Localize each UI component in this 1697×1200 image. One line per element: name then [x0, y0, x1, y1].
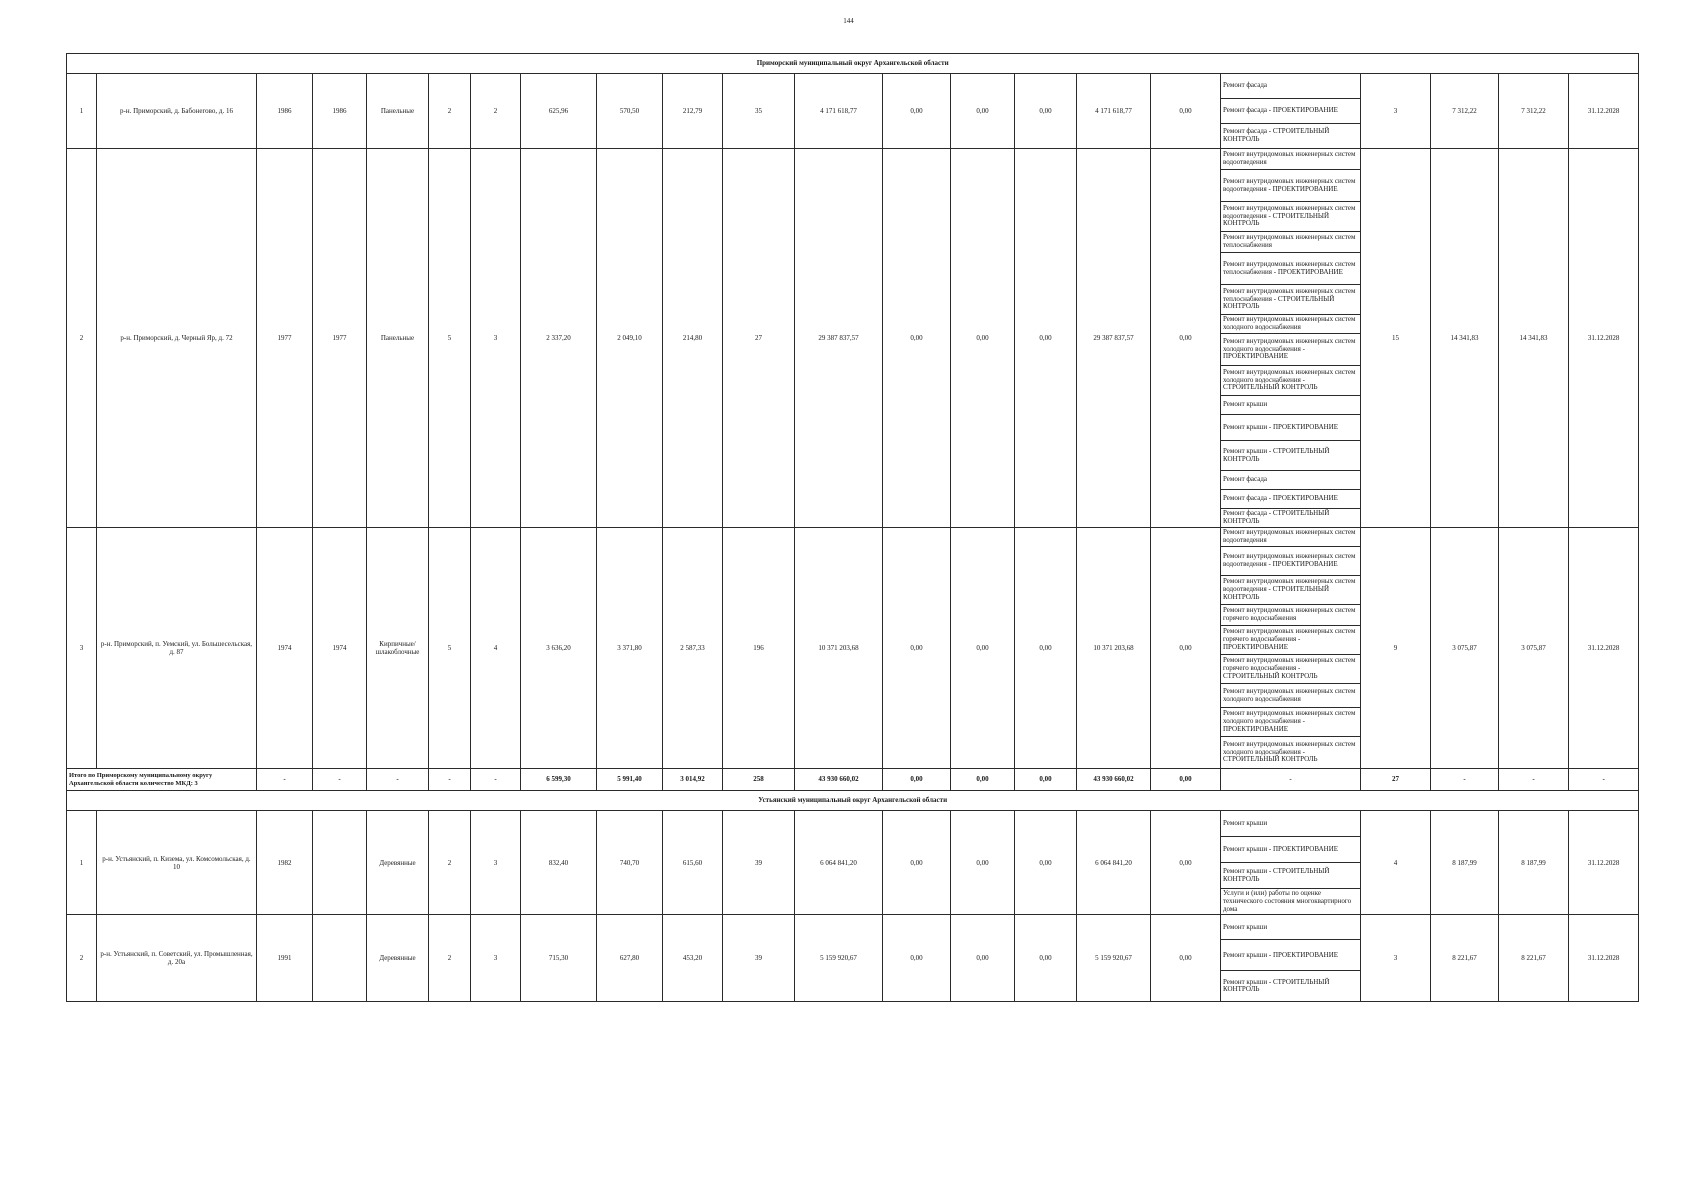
cell-works-count: 15: [1361, 149, 1431, 528]
section-header-row: [67, 54, 1639, 74]
cell-f1: 0,00: [883, 811, 951, 915]
cell-entrances: 3: [471, 149, 521, 528]
total-area-living: 5 991,40: [597, 769, 663, 791]
work-item: Ремонт внутридомовых инженерных систем холодного водоснабжения - СТРОИТЕЛЬНЫЙ КОНТРОЛЬ: [1221, 366, 1361, 396]
work-item: Услуги и (или) работы по оценке технического состояния многоквартирного дома: [1221, 889, 1361, 915]
cell-area-living: 570,50: [597, 74, 663, 149]
cell-entrances: 2: [471, 74, 521, 149]
cell-floors: 5: [429, 149, 471, 528]
cell-floors: 5: [429, 528, 471, 769]
cell-f5: 0,00: [1151, 528, 1221, 769]
work-item: Ремонт внутридомовых инженерных систем водоотведения - СТРОИТЕЛЬНЫЙ КОНТРОЛЬ: [1221, 576, 1361, 605]
total-f4: 43 930 660,02: [1077, 769, 1151, 791]
total-dash: -: [1431, 769, 1499, 791]
total-f1: 0,00: [883, 769, 951, 791]
total-dash: -: [257, 769, 313, 791]
cell-address: р-н. Устьянский, п. Советский, ул. Промышленная, д. 20а: [97, 915, 257, 1002]
total-dash: -: [367, 769, 429, 791]
cell-address: р-н. Приморский, д. Черный Яр, д. 72: [97, 149, 257, 528]
total-works-count: 27: [1361, 769, 1431, 791]
cell-f5: 0,00: [1151, 74, 1221, 149]
cell-f1: 0,00: [883, 74, 951, 149]
cell-num: 2: [67, 149, 97, 528]
cell-f2: 0,00: [951, 74, 1015, 149]
total-f2: 0,00: [951, 769, 1015, 791]
cell-year-exploit: 1977: [313, 149, 367, 528]
table-row: [67, 528, 1639, 547]
cell-year-exploit: 1974: [313, 528, 367, 769]
work-item: Ремонт внутридомовых инженерных систем водоотведения - ПРОЕКТИРОВАНИЕ: [1221, 170, 1361, 202]
cell-f5: 0,00: [1151, 811, 1221, 915]
total-dash: -: [1499, 769, 1569, 791]
cell-year-exploit: [313, 811, 367, 915]
work-item: Ремонт внутридомовых инженерных систем водоотведения: [1221, 149, 1361, 170]
cell-wall: Деревянные: [367, 811, 429, 915]
cell-area-resid: 615,60: [663, 811, 723, 915]
cell-f2: 0,00: [951, 811, 1015, 915]
work-item: Ремонт крыши: [1221, 811, 1361, 837]
cell-max-cost: 3 075,87: [1499, 528, 1569, 769]
cell-wall: Панельные: [367, 74, 429, 149]
cell-f3: 0,00: [1015, 528, 1077, 769]
cell-year-built: 1991: [257, 915, 313, 1002]
cell-entrances: 3: [471, 915, 521, 1002]
cell-f1: 0,00: [883, 528, 951, 769]
cell-works-count: 3: [1361, 74, 1431, 149]
work-item: Ремонт внутридомовых инженерных систем водоотведения: [1221, 528, 1361, 547]
cell-area-resid: 212,79: [663, 74, 723, 149]
cell-f3: 0,00: [1015, 811, 1077, 915]
cell-residents: 27: [723, 149, 795, 528]
cell-address: р-н. Устьянский, п. Кизема, ул. Комсомольская, д. 10: [97, 811, 257, 915]
work-item: Ремонт крыши: [1221, 915, 1361, 940]
cell-area-living: 627,80: [597, 915, 663, 1002]
cell-area-living: 2 049,10: [597, 149, 663, 528]
work-item: Ремонт внутридомовых инженерных систем холодного водоснабжения: [1221, 315, 1361, 334]
cell-year-built: 1982: [257, 811, 313, 915]
cell-f2: 0,00: [951, 915, 1015, 1002]
cell-unit-cost: 8 187,99: [1431, 811, 1499, 915]
cell-num: 1: [67, 74, 97, 149]
work-item: Ремонт фасада - ПРОЕКТИРОВАНИЕ: [1221, 99, 1361, 124]
work-item: Ремонт внутридомовых инженерных систем теплоснабжения - СТРОИТЕЛЬНЫЙ КОНТРОЛЬ: [1221, 285, 1361, 315]
work-item: Ремонт фасада: [1221, 471, 1361, 490]
cell-wall: Деревянные: [367, 915, 429, 1002]
cell-area-resid: 214,80: [663, 149, 723, 528]
table-row: [67, 915, 1639, 940]
table-row: [67, 149, 1639, 170]
cell-max-cost: 8 221,67: [1499, 915, 1569, 1002]
cell-f4: 6 064 841,20: [1077, 811, 1151, 915]
cell-floors: 2: [429, 915, 471, 1002]
cell-year-exploit: [313, 915, 367, 1002]
total-dash: -: [429, 769, 471, 791]
total-area-resid: 3 014,92: [663, 769, 723, 791]
section-title: Устьянский муниципальный округ Архангельской области: [67, 791, 1639, 811]
work-item: Ремонт внутридомовых инженерных систем водоотведения - ПРОЕКТИРОВАНИЕ: [1221, 547, 1361, 576]
work-item: Ремонт крыши - ПРОЕКТИРОВАНИЕ: [1221, 837, 1361, 863]
work-item: Ремонт внутридомовых инженерных систем холодного водоснабжения - СТРОИТЕЛЬНЫЙ КОНТРОЛЬ: [1221, 737, 1361, 769]
cell-unit-cost: 14 341,83: [1431, 149, 1499, 528]
total-cost-total: 43 930 660,02: [795, 769, 883, 791]
cell-works-count: 9: [1361, 528, 1431, 769]
section-title: Приморский муниципальный округ Архангельской области: [67, 54, 1639, 74]
page-number: 144: [843, 17, 854, 25]
cell-deadline: 31.12.2028: [1569, 528, 1639, 769]
cell-residents: 35: [723, 74, 795, 149]
cell-max-cost: 8 187,99: [1499, 811, 1569, 915]
total-label: Итого по Приморскому муниципальному округу Архангельской области количество МКД: 3: [67, 769, 257, 791]
cell-residents: 39: [723, 811, 795, 915]
cell-area-living: 3 371,80: [597, 528, 663, 769]
cell-f5: 0,00: [1151, 149, 1221, 528]
cell-area-total: 3 636,20: [521, 528, 597, 769]
cell-wall: Кирпичные/шлакоблочные: [367, 528, 429, 769]
cell-area-total: 715,30: [521, 915, 597, 1002]
cell-address: р-н. Приморский, п. Уемский, ул. Большесельская, д. 87: [97, 528, 257, 769]
work-item: Ремонт крыши - ПРОЕКТИРОВАНИЕ: [1221, 415, 1361, 441]
cell-num: 1: [67, 811, 97, 915]
cell-address: р-н. Приморский, д. Бабонегово, д. 16: [97, 74, 257, 149]
cell-entrances: 3: [471, 811, 521, 915]
cell-f4: 29 387 837,57: [1077, 149, 1151, 528]
cell-floors: 2: [429, 811, 471, 915]
work-item: Ремонт внутридомовых инженерных систем холодного водоснабжения: [1221, 684, 1361, 708]
cell-deadline: 31.12.2028: [1569, 915, 1639, 1002]
cell-deadline: 31.12.2028: [1569, 149, 1639, 528]
cell-num: 2: [67, 915, 97, 1002]
cell-max-cost: 14 341,83: [1499, 149, 1569, 528]
cell-f5: 0,00: [1151, 915, 1221, 1002]
cell-num: 3: [67, 528, 97, 769]
work-item: Ремонт фасада - ПРОЕКТИРОВАНИЕ: [1221, 490, 1361, 509]
work-item: Ремонт внутридомовых инженерных систем холодного водоснабжения - ПРОЕКТИРОВАНИЕ: [1221, 708, 1361, 737]
work-item: Ремонт внутридомовых инженерных систем теплоснабжения - ПРОЕКТИРОВАНИЕ: [1221, 253, 1361, 285]
cell-year-built: 1977: [257, 149, 313, 528]
table-row: [67, 811, 1639, 837]
work-item: Ремонт внутридомовых инженерных систем теплоснабжения: [1221, 232, 1361, 253]
cell-f4: 4 171 618,77: [1077, 74, 1151, 149]
cell-entrances: 4: [471, 528, 521, 769]
cell-area-total: 832,40: [521, 811, 597, 915]
cell-cost-total: 5 159 920,67: [795, 915, 883, 1002]
cell-f3: 0,00: [1015, 74, 1077, 149]
cell-area-total: 625,96: [521, 74, 597, 149]
cell-unit-cost: 3 075,87: [1431, 528, 1499, 769]
cell-f1: 0,00: [883, 149, 951, 528]
cell-floors: 2: [429, 74, 471, 149]
work-item: Ремонт крыши: [1221, 396, 1361, 415]
cell-deadline: 31.12.2028: [1569, 74, 1639, 149]
cell-f4: 5 159 920,67: [1077, 915, 1151, 1002]
cell-year-exploit: 1986: [313, 74, 367, 149]
work-item: Ремонт крыши - СТРОИТЕЛЬНЫЙ КОНТРОЛЬ: [1221, 441, 1361, 471]
total-row: [67, 769, 1639, 791]
cell-wall: Панельные: [367, 149, 429, 528]
work-item: Ремонт внутридомовых инженерных систем горячего водоснабжения - ПРОЕКТИРОВАНИЕ: [1221, 626, 1361, 655]
cell-works-count: 3: [1361, 915, 1431, 1002]
total-dash: -: [313, 769, 367, 791]
total-dash: -: [1569, 769, 1639, 791]
cell-cost-total: 4 171 618,77: [795, 74, 883, 149]
work-item: Ремонт внутридомовых инженерных систем горячего водоснабжения: [1221, 605, 1361, 626]
cell-year-built: 1986: [257, 74, 313, 149]
section-header-row: [67, 791, 1639, 811]
cell-f4: 10 371 203,68: [1077, 528, 1151, 769]
work-item: Ремонт фасада - СТРОИТЕЛЬНЫЙ КОНТРОЛЬ: [1221, 124, 1361, 149]
cell-f3: 0,00: [1015, 915, 1077, 1002]
total-area-total: 6 599,30: [521, 769, 597, 791]
total-f5: 0,00: [1151, 769, 1221, 791]
total-f3: 0,00: [1015, 769, 1077, 791]
cell-deadline: 31.12.2028: [1569, 811, 1639, 915]
cell-cost-total: 10 371 203,68: [795, 528, 883, 769]
cell-area-resid: 2 587,33: [663, 528, 723, 769]
work-item: Ремонт крыши - СТРОИТЕЛЬНЫЙ КОНТРОЛЬ: [1221, 863, 1361, 889]
cell-area-total: 2 337,20: [521, 149, 597, 528]
cell-area-living: 740,70: [597, 811, 663, 915]
cell-max-cost: 7 312,22: [1499, 74, 1569, 149]
work-item: Ремонт фасада: [1221, 74, 1361, 99]
cell-unit-cost: 7 312,22: [1431, 74, 1499, 149]
cell-unit-cost: 8 221,67: [1431, 915, 1499, 1002]
cell-residents: 196: [723, 528, 795, 769]
cell-area-resid: 453,20: [663, 915, 723, 1002]
cell-residents: 39: [723, 915, 795, 1002]
cell-works-count: 4: [1361, 811, 1431, 915]
total-residents: 258: [723, 769, 795, 791]
cell-year-built: 1974: [257, 528, 313, 769]
cell-f2: 0,00: [951, 528, 1015, 769]
work-item: Ремонт внутридомовых инженерных систем горячего водоснабжения - СТРОИТЕЛЬНЫЙ КОНТРОЛЬ: [1221, 655, 1361, 684]
work-item: Ремонт фасада - СТРОИТЕЛЬНЫЙ КОНТРОЛЬ: [1221, 509, 1361, 528]
total-dash: -: [1221, 769, 1361, 791]
table-row: [67, 74, 1639, 99]
cell-cost-total: 6 064 841,20: [795, 811, 883, 915]
total-dash: -: [471, 769, 521, 791]
cell-f2: 0,00: [951, 149, 1015, 528]
cell-cost-total: 29 387 837,57: [795, 149, 883, 528]
cell-f3: 0,00: [1015, 149, 1077, 528]
work-item: Ремонт внутридомовых инженерных систем холодного водоснабжения - ПРОЕКТИРОВАНИЕ: [1221, 334, 1361, 366]
capital-repair-table: [66, 53, 1639, 1002]
work-item: Ремонт крыши - ПРОЕКТИРОВАНИЕ: [1221, 940, 1361, 971]
work-item: Ремонт крыши - СТРОИТЕЛЬНЫЙ КОНТРОЛЬ: [1221, 971, 1361, 1002]
cell-f1: 0,00: [883, 915, 951, 1002]
work-item: Ремонт внутридомовых инженерных систем водоотведения - СТРОИТЕЛЬНЫЙ КОНТРОЛЬ: [1221, 202, 1361, 232]
